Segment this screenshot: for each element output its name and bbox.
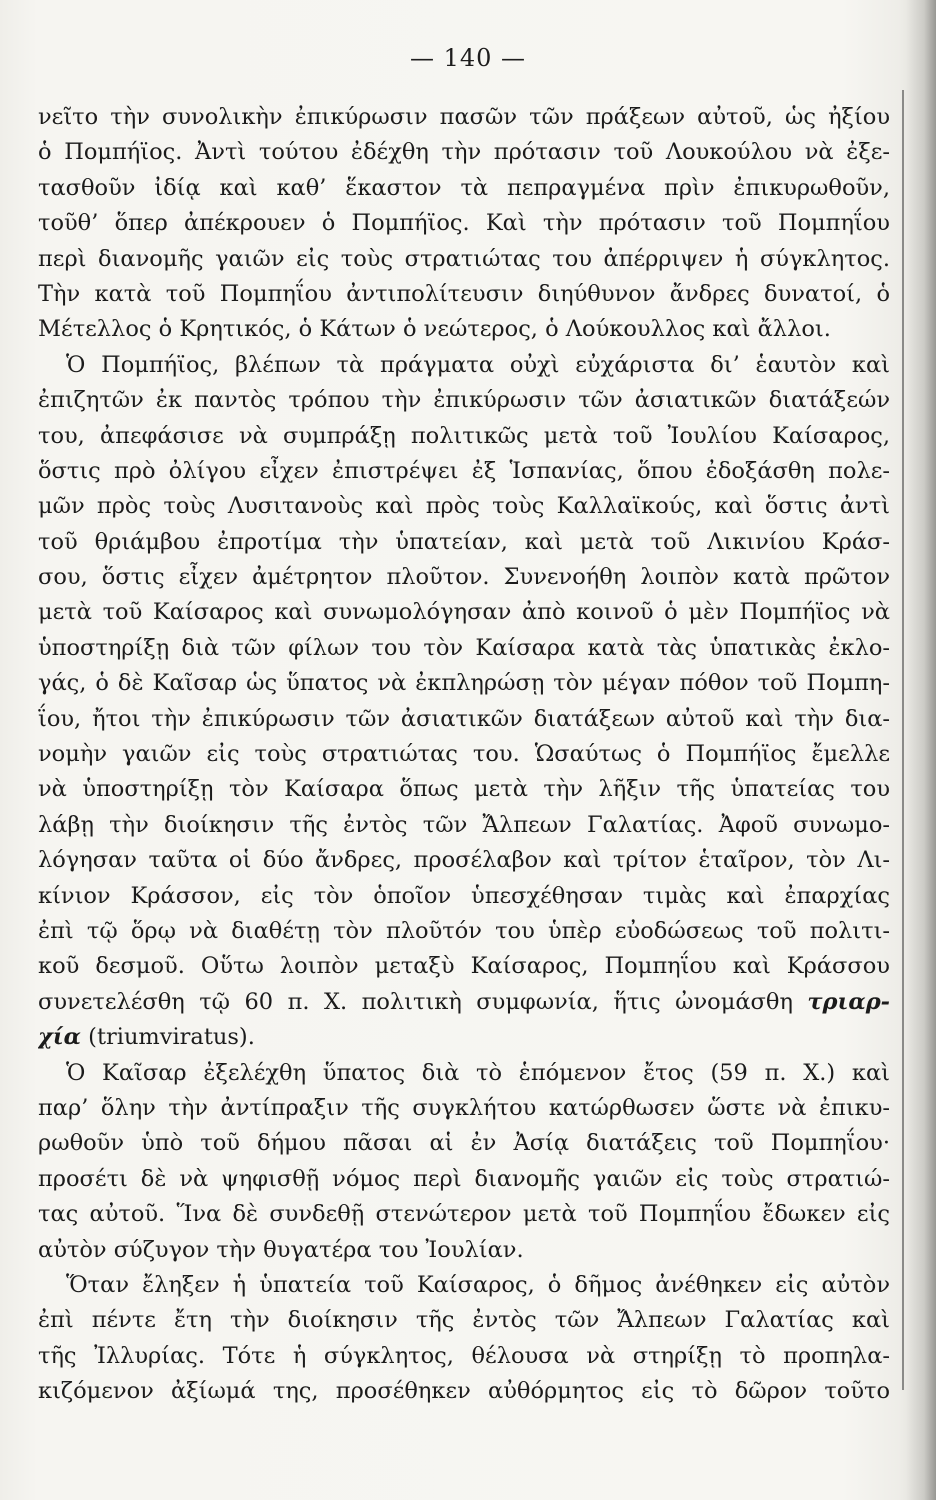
text-line xyxy=(38,419,890,454)
text-line-content: νεῖτο τὴν συνολικὴν ἐπικύρωσιν πασῶν τῶν πράξεων αὐτοῦ, ὡς ἠξίου xyxy=(38,104,890,130)
text-line-content: τας αὐτοῦ. Ἵνα δὲ συνδεθῇ στενώτερον μετὰ τοῦ Πομπηΐου ἔδωκεν εἰς xyxy=(38,1201,890,1228)
text-line xyxy=(38,702,890,737)
text-line-content: ὁ Πομπήϊος. Ἀντὶ τούτου ἐδέχθη τὴν πρότασιν τοῦ Λουκούλου νὰ ἐξε- xyxy=(38,139,890,166)
text-line-content: κιζόμενον ἀξίωμά της, προσέθηκεν αὐθόρμητος εἰς τὸ δῶρον τοῦτο xyxy=(38,1378,890,1405)
text-line xyxy=(38,949,890,984)
text-line xyxy=(38,171,890,206)
text-line xyxy=(38,1162,890,1197)
text-line xyxy=(38,489,890,524)
text-line-content: προσέτι δὲ νὰ ψηφισθῇ νόμος περὶ διανομῆς γαιῶν εἰς τοὺς στρατιώ- xyxy=(38,1165,890,1192)
text-line-content: παρ’ ὅλην τὴν ἀντίπραξιν τῆς συγκλήτου κατώρθωσεν ὥστε νὰ ἐπικυ- xyxy=(38,1094,890,1121)
text-line-content: Τὴν κατὰ τοῦ Πομπηΐου ἀντιπολίτευσιν διηύθυνον ἄνδρες δυνατοί, ὁ xyxy=(38,280,890,307)
text-line-content: γάς, ὁ δὲ Καῖσαρ ὡς ὕπατος νὰ ἐκπληρώσῃ τὸν μέγαν πόθον τοῦ Πομπη- xyxy=(38,670,890,697)
text-line xyxy=(38,1126,890,1161)
text-line-content: Μέτελλος ὁ Κρητικός, ὁ Κάτων ὁ νεώτερος, ὁ Λούκουλλος καὶ ἄλλοι. xyxy=(38,316,831,343)
text-line-content: ὅστις πρὸ ὀλίγου εἶχεν ἐπιστρέψει ἐξ Ἱσπανίας, ὅπου ἐδοξάσθη πολε- xyxy=(38,457,890,484)
text-line xyxy=(38,737,890,772)
page-number: — 140 — xyxy=(409,44,527,72)
text-line-content: Ὅταν ἔληξεν ἡ ὑπατεία τοῦ Καίσαρος, ὁ δῆμος ἀνέθηκεν εἰς αὐτὸν xyxy=(66,1271,890,1298)
text-line xyxy=(38,1374,890,1409)
text-line xyxy=(38,100,890,135)
text-line xyxy=(38,666,890,701)
text-line-content: ἐπιζητῶν ἐκ παντὸς τρόπου τὴν ἐπικύρωσιν τῶν ἀσιατικῶν διατάξεών xyxy=(38,387,890,414)
text-line xyxy=(38,383,890,418)
text-line xyxy=(38,525,890,560)
text-line-content: αὐτὸν σύζυγον τὴν θυγατέρα του Ἰουλίαν. xyxy=(38,1236,524,1263)
text-line-content: περὶ διανομῆς γαιῶν εἰς τοὺς στρατιώτας του ἀπέρριψεν ἡ σύγκλητος. xyxy=(38,245,890,272)
text-line-content: συνετελέσθη τῷ 60 π. Χ. πολιτικὴ συμφωνία, ἥτις ὠνομάσθη xyxy=(38,988,793,1015)
text-line xyxy=(38,1233,890,1268)
text-line xyxy=(38,1339,890,1374)
text-line xyxy=(38,206,890,241)
text-line xyxy=(38,560,890,595)
text-line-content: ἐπὶ πέντε ἔτη τὴν διοίκησιν τῆς ἐντὸς τῶν Ἄλπεων Γαλατίας καὶ xyxy=(38,1307,890,1334)
text-line xyxy=(38,914,890,949)
text-line xyxy=(38,1056,890,1091)
text-line-content: ἐπὶ τῷ ὅρῳ νὰ διαθέτῃ τὸν πλοῦτόν του ὑπὲρ εὐοδώσεως τοῦ πολιτι- xyxy=(38,917,890,944)
text-line xyxy=(38,631,890,666)
text-line-content: Ὁ Πομπήϊος, βλέπων τὰ πράγματα οὐχὶ εὐχάριστα δι’ ἑαυτὸν καὶ xyxy=(66,351,890,378)
text-line-content: κίνιον Κράσσον, εἰς τὸν ὁποῖον ὑπεσχέθησαν τιμὰς καὶ ἐπαρχίας xyxy=(38,882,890,909)
text-line-content: μῶν πρὸς τοὺς Λυσιτανοὺς καὶ πρὸς τοὺς Καλλαϊκούς, καὶ ὅστις ἀντὶ xyxy=(38,493,890,520)
text-line xyxy=(38,985,890,1020)
binding-edge-line xyxy=(902,90,904,1390)
text-line xyxy=(38,772,890,807)
emphasis-text: χία xyxy=(38,1024,82,1051)
text-line xyxy=(38,879,890,914)
text-line xyxy=(38,135,890,170)
text-line-content: λάβῃ τὴν διοίκησιν τῆς ἐντὸς τῶν Ἄλπεων Γαλατίας. Ἀφοῦ συνωμο- xyxy=(38,811,890,838)
text-line-content: τοῦθ’ ὅπερ ἀπέκρουεν ὁ Πομπήϊος. Καὶ τὴν πρότασιν τοῦ Πομπηΐου xyxy=(38,210,890,237)
text-line-content: κοῦ δεσμοῦ. Οὕτω λοιπὸν μεταξὺ Καίσαρος, Πομπηΐου καὶ Κράσσου xyxy=(38,953,890,980)
text-line-content: νὰ ὑποστηρίξῃ τὸν Καίσαρα ὅπως μετὰ τὴν λῆξιν τῆς ὑπατείας του xyxy=(38,776,890,803)
text-line xyxy=(38,1268,890,1303)
text-line-content: μετὰ τοῦ Καίσαρος καὶ συνωμολόγησαν ἀπὸ κοινοῦ ὁ μὲν Πομπήϊος νὰ xyxy=(38,599,890,626)
text-line xyxy=(38,1091,890,1126)
text-line-content: σου, ὅστις εἶχεν ἀμέτρητον πλοῦτον. Συνενοήθη λοιπὸν κατὰ πρῶτον xyxy=(38,564,890,591)
emphasis-text: τριαρ- xyxy=(807,988,890,1015)
text-line xyxy=(38,454,890,489)
text-line-content: τασθοῦν ἰδίᾳ καὶ καθ’ ἕκαστον τὰ πεπραγμένα πρὶν ἐπικυρωθοῦν, xyxy=(38,174,890,201)
text-line-content: (triumviratus). xyxy=(81,1024,255,1051)
text-line xyxy=(38,242,890,277)
text-line xyxy=(38,1020,890,1055)
text-line-content: τοῦ θριάμβου ἐπροτίμα τὴν ὑπατείαν, καὶ μετὰ τοῦ Λικινίου Κράσ- xyxy=(38,528,890,555)
text-line-content: Ὁ Καῖσαρ ἐξελέχθη ὕπατος διὰ τὸ ἑπόμενον ἔτος (59 π. Χ.) καὶ xyxy=(66,1059,890,1086)
body-text xyxy=(38,100,890,1409)
text-line xyxy=(38,1303,890,1338)
text-line xyxy=(38,277,890,312)
page-edge-shadow xyxy=(906,0,936,1500)
text-line xyxy=(38,312,890,347)
text-line xyxy=(38,1197,890,1232)
text-line-content: τῆς Ἰλλυρίας. Τότε ἡ σύγκλητος, θέλουσα νὰ στηρίξῃ τὸ προπηλα- xyxy=(38,1342,890,1369)
text-line xyxy=(38,595,890,630)
text-line-content: ρωθοῦν ὑπὸ τοῦ δήμου πᾶσαι αἱ ἐν Ἀσίᾳ διατάξεις τοῦ Πομπηΐου· xyxy=(38,1130,890,1157)
text-line-content: ὑποστηρίξῃ διὰ τῶν φίλων του τὸν Καίσαρα κατὰ τὰς ὑπατικὰς ἐκλο- xyxy=(38,634,890,661)
text-line-content: ΐου, ἤτοι τὴν ἐπικύρωσιν τῶν ἀσιατικῶν διατάξεων αὐτοῦ καὶ τὴν δια- xyxy=(38,705,890,732)
text-line-content: νομὴν γαιῶν εἰς τοὺς στρατιώτας του. Ὡσαύτως ὁ Πομπήϊος ἔμελλε xyxy=(38,741,890,768)
text-line xyxy=(38,843,890,878)
text-line xyxy=(38,348,890,383)
text-line xyxy=(38,808,890,843)
text-line-content: του, ἀπεφάσισε νὰ συμπράξῃ πολιτικῶς μετὰ τοῦ Ἰουλίου Καίσαρος, xyxy=(38,422,890,449)
text-line-content: λόγησαν ταῦτα οἱ δύο ἄνδρες, προσέλαβον καὶ τρίτον ἑταῖρον, τὸν Λι- xyxy=(38,847,890,874)
